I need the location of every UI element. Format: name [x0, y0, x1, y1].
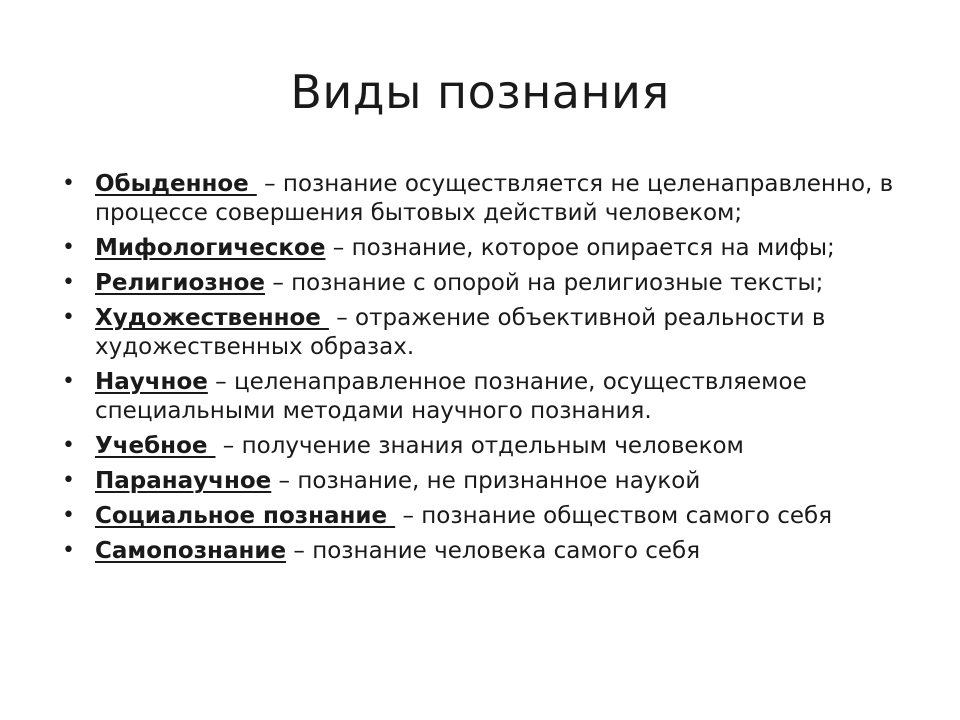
- bullet-icon: •: [62, 171, 75, 196]
- term-description: – получение знания отдельным человеком: [215, 433, 744, 459]
- term-label: Социальное познание: [95, 503, 396, 529]
- term-label: Самопознание: [95, 538, 287, 564]
- bullet-icon: •: [62, 305, 75, 330]
- term-description: – познание, не признанное наукой: [271, 468, 701, 494]
- bullet-icon: •: [62, 270, 75, 295]
- bullet-icon: •: [62, 503, 75, 528]
- list-item: [62, 537, 922, 566]
- list-item: [62, 368, 922, 426]
- bullet-icon: •: [62, 369, 75, 394]
- list-item: [62, 304, 922, 362]
- list-item: [62, 502, 922, 531]
- term-label: Паранаучное: [95, 468, 272, 494]
- term-label: Учебное: [95, 433, 216, 459]
- term-description: – познание обществом самого себя: [395, 503, 833, 529]
- bullet-icon: •: [62, 538, 75, 563]
- bullet-icon: •: [62, 235, 75, 260]
- list-item: [62, 170, 922, 228]
- term-description: – целенаправленное познание, осуществляемое специальными методами научного познания.: [95, 369, 807, 424]
- term-label: Мифологическое: [95, 235, 326, 261]
- term-description: – отражение объективной реальности в художественных образах.: [95, 305, 826, 360]
- term-description: – познание осуществляется не целенаправленно, в процессе совершения бытовых действий человеком;: [95, 171, 894, 226]
- list-item: [62, 467, 922, 496]
- term-label: Религиозное: [95, 270, 266, 296]
- bullet-list: [62, 170, 922, 572]
- bullet-icon: •: [62, 433, 75, 458]
- bullet-icon: •: [62, 468, 75, 493]
- list-item: [62, 432, 922, 461]
- term-label: Художественное: [95, 305, 329, 331]
- term-description: – познание человека самого себя: [286, 538, 701, 564]
- list-item: [62, 269, 922, 298]
- term-label: Научное: [95, 369, 208, 395]
- term-description: – познание, которое опирается на мифы;: [325, 235, 835, 261]
- list-item: [62, 234, 922, 263]
- term-description: – познание с опорой на религиозные тексты;: [265, 270, 824, 296]
- term-label: Обыденное: [95, 171, 257, 197]
- slide-title: Виды познания: [290, 65, 670, 119]
